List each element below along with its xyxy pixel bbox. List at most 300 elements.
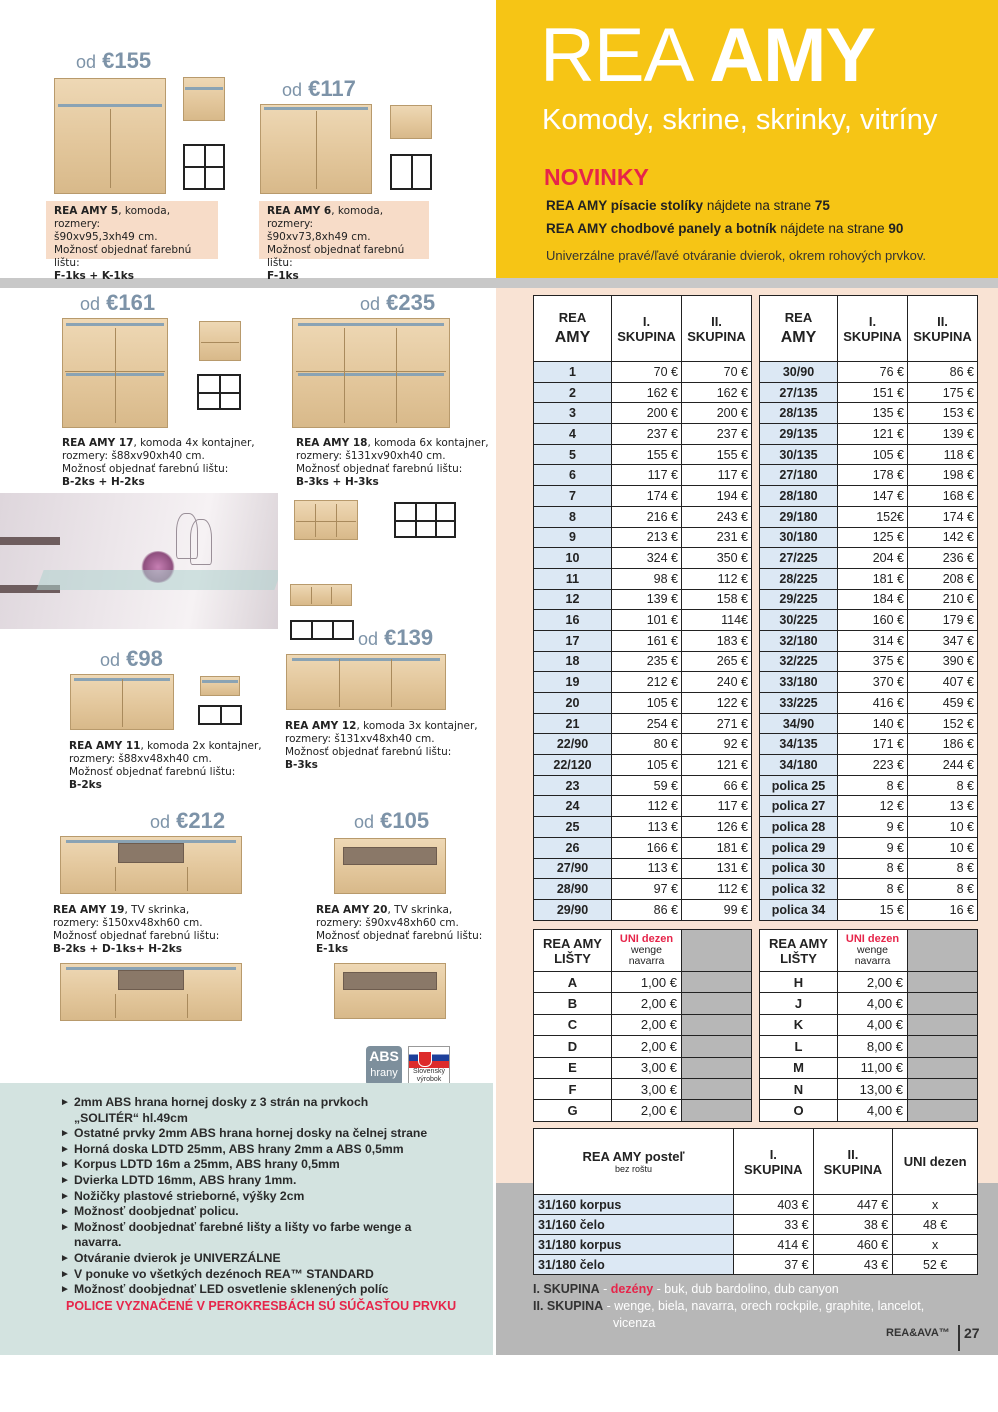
col-header: REA AMY (760, 296, 838, 362)
row-price: 9 € (838, 837, 908, 858)
strip-row (534, 1057, 752, 1078)
row-price: 198 € (908, 465, 978, 486)
row-price: 166 € (612, 837, 682, 858)
bed-price: 48 € (893, 1215, 978, 1235)
feature-item: ► V ponuke vo všetkých dezénoch REA™ STANDARD (62, 1267, 462, 1283)
row-price: 216 € (612, 506, 682, 527)
bed-price: 38 € (813, 1215, 893, 1235)
row-price: 126 € (682, 817, 752, 838)
price-table-left (533, 295, 752, 921)
brand-title: REA AMY (540, 13, 876, 98)
row-price: 16 € (908, 899, 978, 920)
row-code: 34/135 (760, 734, 838, 755)
price-row (534, 486, 752, 507)
product-desc-amy19: REA AMY 19, TV skrinka, rozmery: š150xv48xh60 cm. Možnosť objednať farebnú lištu: B-2ks + D-1ks+ H-2ks (53, 904, 220, 955)
product-image-amy11 (70, 674, 174, 730)
price-row (534, 899, 752, 920)
empty-cell (908, 1036, 978, 1057)
price-row (534, 651, 752, 672)
row-code: polica 34 (760, 899, 838, 920)
empty-cell (682, 993, 752, 1014)
row-price: 70 € (682, 362, 752, 383)
row-code: 26 (534, 837, 612, 858)
price-row (534, 424, 752, 445)
empty-cell (908, 1014, 978, 1035)
row-price: 121 € (682, 755, 752, 776)
row-code: 27/180 (760, 465, 838, 486)
price-tag: od €155 (76, 48, 152, 73)
row-code: 29/90 (534, 899, 612, 920)
row-code: 25 (534, 817, 612, 838)
row-price: 1,00 € (612, 972, 682, 993)
price-tag: od €105 (354, 808, 430, 833)
row-code: 20 (534, 693, 612, 714)
row-price: 15 € (838, 899, 908, 920)
row-price: 105 € (838, 444, 908, 465)
price-row (760, 858, 978, 879)
bed-price: x (893, 1195, 978, 1215)
row-price: 92 € (682, 734, 752, 755)
price-row (760, 444, 978, 465)
price-row (760, 630, 978, 651)
row-price: 174 € (612, 486, 682, 507)
price-tag: od €117 (282, 76, 356, 101)
row-price: 9 € (838, 817, 908, 838)
price-row (760, 755, 978, 776)
bed-row (534, 1235, 978, 1255)
row-price: 265 € (682, 651, 752, 672)
strip-row (534, 1078, 752, 1099)
price-row (534, 755, 752, 776)
price-row (760, 693, 978, 714)
row-code: 23 (534, 775, 612, 796)
price-row (534, 796, 752, 817)
row-price: 2,00 € (612, 1014, 682, 1035)
empty-cell (908, 1078, 978, 1099)
row-price: 231 € (682, 527, 752, 548)
bed-item: 31/160 korpus (534, 1195, 734, 1215)
col-header: UNI dezen (893, 1129, 978, 1195)
bed-price: x (893, 1235, 978, 1255)
row-code: 19 (534, 672, 612, 693)
strip-table-right (759, 929, 978, 1122)
row-price: 13 € (908, 796, 978, 817)
rea-ava-logo: REA&AVA™ (886, 1327, 950, 1339)
divider-band (0, 278, 998, 288)
slovak-product-badge: Slovenský výrobok (408, 1046, 450, 1086)
row-price: 237 € (682, 424, 752, 445)
row-code: 30/225 (760, 610, 838, 631)
empty-cell (682, 972, 752, 993)
row-code: 33/225 (760, 693, 838, 714)
row-price: 162 € (612, 382, 682, 403)
row-price: 237 € (612, 424, 682, 445)
row-price: 178 € (838, 465, 908, 486)
row-price: 244 € (908, 755, 978, 776)
row-price: 390 € (908, 651, 978, 672)
product-desc-amy20: REA AMY 20, TV skrinka, rozmery: š90xv48xh60 cm. Možnosť objednať farebnú lištu: E-1ks (316, 904, 483, 955)
strip-row (534, 1014, 752, 1035)
row-price: 142 € (908, 527, 978, 548)
row-price: 200 € (612, 403, 682, 424)
bed-item: 31/160 čelo (534, 1215, 734, 1235)
row-price: 155 € (612, 444, 682, 465)
row-code: 11 (534, 568, 612, 589)
row-price: 97 € (612, 879, 682, 900)
product-thumb (183, 77, 225, 121)
row-code: 27/90 (534, 858, 612, 879)
row-price: 181 € (838, 568, 908, 589)
slovak-flag-icon (409, 1048, 449, 1068)
product-sketch (394, 502, 456, 538)
header-banner (496, 0, 998, 278)
product-image-amy6 (260, 104, 372, 194)
row-code: 30/180 (760, 527, 838, 548)
row-price: 59 € (612, 775, 682, 796)
row-price: 70 € (612, 362, 682, 383)
row-price: 101 € (612, 610, 682, 631)
row-price: 186 € (908, 734, 978, 755)
row-price: 122 € (682, 693, 752, 714)
product-image-amy5 (54, 78, 166, 194)
price-table-right (759, 295, 978, 921)
feature-item: ► Nožičky plastové strieborné, výšky 2cm (62, 1189, 462, 1205)
news-line: REA AMY chodbové panely a botník nájdete na strane 90 (546, 221, 904, 236)
empty-cell (908, 972, 978, 993)
row-price: 4,00 € (838, 1014, 908, 1035)
row-price: 113 € (612, 817, 682, 838)
bed-price-table (533, 1128, 978, 1275)
col-header: UNI dezen wenge navarra (838, 930, 908, 972)
row-price: 135 € (838, 403, 908, 424)
row-code: O (760, 1100, 838, 1121)
feature-item: ► Možnosť doobjednať policu. (62, 1204, 462, 1220)
row-code: 5 (534, 444, 612, 465)
row-price: 210 € (908, 589, 978, 610)
row-code: 10 (534, 548, 612, 569)
price-row (760, 568, 978, 589)
row-price: 204 € (838, 548, 908, 569)
row-code: G (534, 1100, 612, 1121)
price-row (534, 362, 752, 383)
row-price: 125 € (838, 527, 908, 548)
row-price: 161 € (612, 630, 682, 651)
row-price: 153 € (908, 403, 978, 424)
price-row (534, 693, 752, 714)
row-price: 117 € (612, 465, 682, 486)
strip-row (760, 1036, 978, 1057)
price-row (534, 465, 752, 486)
row-price: 112 € (682, 879, 752, 900)
empty-cell (908, 1057, 978, 1078)
product-sketch (390, 154, 432, 190)
price-row (760, 713, 978, 734)
empty-cell (682, 1078, 752, 1099)
col-header-empty (682, 930, 752, 972)
bed-price: 43 € (813, 1255, 893, 1275)
price-row (534, 630, 752, 651)
row-code: 1 (534, 362, 612, 383)
price-row (760, 879, 978, 900)
bed-price: 33 € (734, 1215, 814, 1235)
price-row (760, 734, 978, 755)
row-price: 117 € (682, 796, 752, 817)
bed-price: 37 € (734, 1255, 814, 1275)
price-row (760, 775, 978, 796)
row-code: 17 (534, 630, 612, 651)
col-header: I. SKUPINA (612, 296, 682, 362)
row-price: 370 € (838, 672, 908, 693)
row-price: 168 € (908, 486, 978, 507)
row-price: 10 € (908, 817, 978, 838)
row-code: polica 25 (760, 775, 838, 796)
row-price: 2,00 € (612, 1100, 682, 1121)
row-price: 208 € (908, 568, 978, 589)
brand-subtitle: Komody, skrine, skrinky, vitríny (542, 104, 938, 136)
row-price: 171 € (838, 734, 908, 755)
price-row (760, 424, 978, 445)
row-code: 22/120 (534, 755, 612, 776)
row-price: 175 € (908, 382, 978, 403)
row-price: 271 € (682, 713, 752, 734)
row-price: 174 € (908, 506, 978, 527)
bed-price: 52 € (893, 1255, 978, 1275)
bed-price: 414 € (734, 1235, 814, 1255)
row-price: 118 € (908, 444, 978, 465)
price-row (760, 362, 978, 383)
price-tag: od €139 (358, 625, 434, 650)
row-code: 24 (534, 796, 612, 817)
row-price: 105 € (612, 693, 682, 714)
row-price: 98 € (612, 568, 682, 589)
row-code: 3 (534, 403, 612, 424)
empty-cell (908, 1100, 978, 1121)
price-tag: od €235 (360, 290, 436, 315)
price-row (760, 527, 978, 548)
product-image-amy12 (286, 654, 446, 710)
row-price: 160 € (838, 610, 908, 631)
price-tag: od €98 (100, 646, 163, 671)
row-code: B (534, 993, 612, 1014)
product-sketch (198, 705, 242, 725)
row-code: D (534, 1036, 612, 1057)
row-price: 86 € (908, 362, 978, 383)
row-code: N (760, 1078, 838, 1099)
row-price: 4,00 € (838, 1100, 908, 1121)
price-row (760, 610, 978, 631)
product-image-amy19-alt (60, 963, 242, 1021)
strip-row (760, 1014, 978, 1035)
row-code: 34/180 (760, 755, 838, 776)
row-price: 8 € (838, 775, 908, 796)
row-price: 112 € (612, 796, 682, 817)
row-price: 147 € (838, 486, 908, 507)
bed-row (534, 1255, 978, 1275)
row-price: 194 € (682, 486, 752, 507)
row-code: 28/90 (534, 879, 612, 900)
row-price: 86 € (612, 899, 682, 920)
row-price: 8 € (838, 879, 908, 900)
price-row (760, 382, 978, 403)
row-price: 117 € (682, 465, 752, 486)
row-code: J (760, 993, 838, 1014)
price-row (760, 465, 978, 486)
row-price: 8 € (908, 858, 978, 879)
row-price: 140 € (838, 713, 908, 734)
row-price: 200 € (682, 403, 752, 424)
page-number: 27 (958, 1325, 980, 1351)
row-price: 314 € (838, 630, 908, 651)
row-price: 139 € (908, 424, 978, 445)
row-price: 350 € (682, 548, 752, 569)
price-row (534, 403, 752, 424)
product-desc-amy12: REA AMY 12, komoda 3x kontajner, rozmery: š131xv48xh40 cm. Možnosť objednať farebnú lištu: B-3ks (285, 720, 478, 771)
row-code: 12 (534, 589, 612, 610)
shelves-note: POLICE VYZNAČENÉ V PEROKRESBÁCH SÚ SÚČASŤOU PRVKU (66, 1299, 457, 1313)
row-code: 6 (534, 465, 612, 486)
price-row (534, 506, 752, 527)
group-legend: I. SKUPINA - dezény - buk, dub bardolino, dub canyon II. SKUPINA - wenge, biela, navarra, orech rockpile, graphite, lancelot, vicenza (533, 1282, 925, 1330)
row-code: 27/225 (760, 548, 838, 569)
row-code: 21 (534, 713, 612, 734)
empty-cell (908, 993, 978, 1014)
price-row (534, 837, 752, 858)
feature-item: ► Dvierka LDTD 16mm, ABS hrany 1mm. (62, 1173, 462, 1189)
bed-row (534, 1195, 978, 1215)
row-price: 347 € (908, 630, 978, 651)
row-price: 179 € (908, 610, 978, 631)
strip-row (760, 1100, 978, 1121)
strip-row (760, 1078, 978, 1099)
price-row (534, 382, 752, 403)
product-thumb (199, 321, 241, 361)
row-price: 105 € (612, 755, 682, 776)
row-code: polica 28 (760, 817, 838, 838)
row-code: M (760, 1057, 838, 1078)
price-row (760, 796, 978, 817)
bed-item: 31/180 čelo (534, 1255, 734, 1275)
row-price: 212 € (612, 672, 682, 693)
price-row (534, 879, 752, 900)
row-code: 30/135 (760, 444, 838, 465)
bed-row (534, 1215, 978, 1235)
price-row (534, 817, 752, 838)
price-row (760, 486, 978, 507)
feature-item: ► Možnosť doobjednať LED osvetlenie sklenených políc (62, 1282, 462, 1298)
row-price: 254 € (612, 713, 682, 734)
col-header: I. SKUPINA (734, 1129, 814, 1195)
feature-item: ► 2mm ABS hrana hornej dosky z 3 strán na prvkoch „SOLITÉR“ hl.49cm (62, 1095, 392, 1126)
row-price: 235 € (612, 651, 682, 672)
price-row (760, 506, 978, 527)
empty-cell (682, 1036, 752, 1057)
news-title: NOVINKY (544, 164, 649, 190)
row-code: 34/90 (760, 713, 838, 734)
row-price: 158 € (682, 589, 752, 610)
row-price: 112 € (682, 568, 752, 589)
strip-row (760, 1057, 978, 1078)
col-header: REA AMY LIŠTY (534, 930, 612, 972)
price-row (760, 651, 978, 672)
price-row (534, 672, 752, 693)
price-row (534, 775, 752, 796)
price-row (534, 444, 752, 465)
row-price: 131 € (682, 858, 752, 879)
product-image-amy18 (292, 318, 450, 428)
feature-item: ► Horná doska LDTD 25mm, ABS hrany 2mm a ABS 0,5mm (62, 1142, 462, 1158)
row-price: 184 € (838, 589, 908, 610)
price-row (760, 403, 978, 424)
price-row (534, 734, 752, 755)
col-header: REA AMY LIŠTY (760, 930, 838, 972)
row-code: 7 (534, 486, 612, 507)
bed-price: 447 € (813, 1195, 893, 1215)
row-price: 10 € (908, 837, 978, 858)
price-row (534, 548, 752, 569)
row-code: 27/135 (760, 382, 838, 403)
bed-item: 31/180 korpus (534, 1235, 734, 1255)
row-price: 151 € (838, 382, 908, 403)
product-thumb (390, 105, 432, 139)
row-price: 13,00 € (838, 1078, 908, 1099)
row-code: H (760, 972, 838, 993)
news-line: REA AMY písacie stolíky nájdete na strane 75 (546, 198, 830, 213)
row-price: 2,00 € (612, 1036, 682, 1057)
col-header: II. SKUPINA (682, 296, 752, 362)
row-price: 66 € (682, 775, 752, 796)
features-list (62, 1095, 462, 1298)
row-price: 223 € (838, 755, 908, 776)
product-sketch (183, 144, 225, 190)
row-price: 152€ (838, 506, 908, 527)
row-code: 29/180 (760, 506, 838, 527)
row-price: 240 € (682, 672, 752, 693)
row-price: 236 € (908, 548, 978, 569)
col-header: II. SKUPINA (813, 1129, 893, 1195)
row-price: 459 € (908, 693, 978, 714)
row-code: 30/90 (760, 362, 838, 383)
row-price: 80 € (612, 734, 682, 755)
product-image-amy19 (60, 836, 242, 894)
price-row (760, 548, 978, 569)
row-price: 11,00 € (838, 1057, 908, 1078)
row-code: 33/180 (760, 672, 838, 693)
row-price: 181 € (682, 837, 752, 858)
price-row (534, 527, 752, 548)
strip-row (534, 993, 752, 1014)
strip-row (534, 1100, 752, 1121)
price-row (760, 899, 978, 920)
product-desc-amy6: REA AMY 6, komoda, rozmery: š90xv73,8xh49 cm. Možnosť objednať farebnú lištu: F-1ks (259, 201, 429, 259)
row-code: 16 (534, 610, 612, 631)
feature-item: ► Otváranie dvierok je UNIVERZÁLNE (62, 1251, 462, 1267)
row-price: 113 € (612, 858, 682, 879)
strip-row (534, 972, 752, 993)
row-price: 121 € (838, 424, 908, 445)
row-code: 18 (534, 651, 612, 672)
price-row (760, 589, 978, 610)
product-image-amy17 (62, 318, 168, 428)
col-header: II. SKUPINA (908, 296, 978, 362)
strip-row (534, 1036, 752, 1057)
row-code: 32/225 (760, 651, 838, 672)
feature-item: ► Možnosť doobjednať farebné lišty a lišty vo farbe wenge a navarra. (62, 1220, 462, 1251)
row-code: 4 (534, 424, 612, 445)
row-code: 29/135 (760, 424, 838, 445)
row-price: 8 € (908, 879, 978, 900)
row-price: 375 € (838, 651, 908, 672)
row-code: polica 29 (760, 837, 838, 858)
